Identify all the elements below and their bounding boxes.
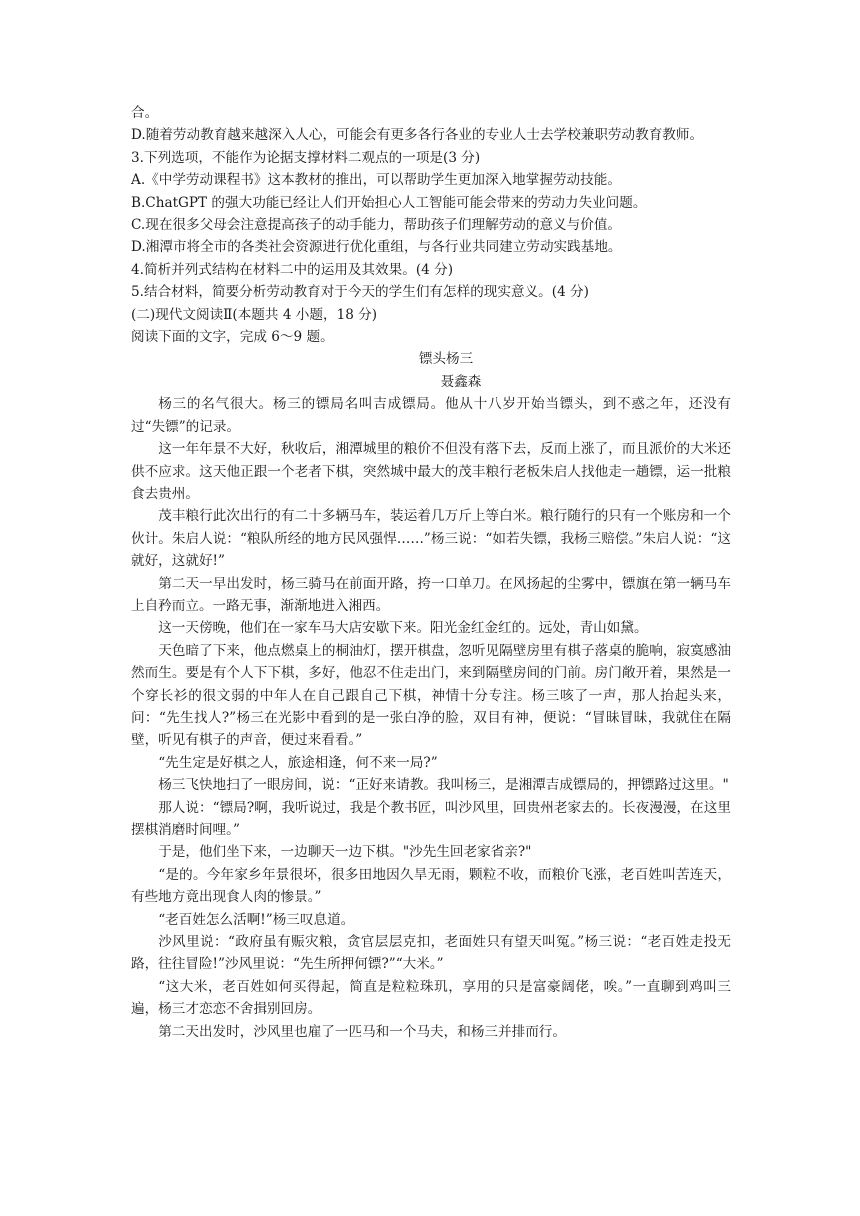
story-paragraph: 第二天一早出发时，杨三骑马在前面开路，挎一口单刀。在风扬起的尘雾中，镖旗在第一辆马车上自矜而立。一路无事，渐渐地进入湘西。 <box>131 575 731 614</box>
option-a: A.《中学劳动课程书》这本教材的推出，可以帮助学生更加深入地掌握劳动技能。 <box>131 172 621 189</box>
story-paragraph: 那人说：“镖局?啊，我听说过，我是个教书匠，叫沙风里，回贵州老家去的。长夜漫漫，在这里摆棋消磨时间哩。” <box>131 799 731 838</box>
question-5: 5.结合材料，简要分析劳动教育对于今天的学生们有怎样的现实意义。(4 分) <box>131 284 589 301</box>
text-line-fragment: 合。 <box>131 105 159 121</box>
option-d-line: D.随着劳动教育越来越深入人心，可能会有更多各行各业的专业人士去学校兼职劳动教育教师。 <box>131 127 704 144</box>
story-paragraph: 杨三的名气很大。杨三的镖局名叫吉成镖局。他从十八岁开始当镖头，到不惑之年，还没有过“失镖”的记录。 <box>131 396 731 435</box>
story-paragraph: 沙风里说：“政府虽有赈灾粮，贪官层层克扣，老面姓只有望天叫冤。”杨三说：“老百姓走投无路，往往冒险!”沙风里说：“先生所押何镖?”“大米。” <box>131 934 731 973</box>
story-paragraph: 于是，他们坐下来，一边聊天一边下棋。"沙先生回老家省亲?" <box>158 844 532 861</box>
story-paragraph: 茂丰粮行此次出行的有二十多辆马车，装运着几万斤上等白米。粮行随行的只有一个账房和一个伙计。朱启人说：“粮队所经的地方民风强悍……”杨三说：“如若失镖，我杨三赔偿。”朱启人说：“这就好，这就好!” <box>131 508 731 570</box>
story-paragraph: “是的。今年家乡年景很坏，很多田地因久旱无雨，颗粒不收，而粮价飞涨，老百姓叫苦连天，有些地方竟出现食人肉的惨景。” <box>131 866 731 906</box>
story-paragraph: 这一年年景不大好，秋收后，湘潭城里的粮价不但没有落下去，反而上涨了，而且派价的大米还供不应求。这天他正跟一个老者下棋，突然城中最大的茂丰粮行老板朱启人找他走一趟镖，运一批粮食去贵州。 <box>131 441 731 502</box>
option-c: C.现在很多父母会注意提高孩子的动手能力，帮助孩子们理解劳动的意义与价值。 <box>131 217 622 234</box>
story-paragraph: 天色暗了下来，他点燃桌上的桐油灯，摆开棋盘，忽听见隔壁房里有棋子落桌的脆响，寂寞感油然而生。要是有个人下下棋，多好，他忍不住走出门，来到隔壁房间的门前。房门敞开着，果然是一个穿长衫的很文弱的中年人在自己跟自己下棋，神情十分专注。杨三咳了一声，那人抬起头来，问：“先生找人?”杨三在光影中看到的是一张白净的脸，双目有神，便说：“冒昧冒昧，我就住在隔壁，听见有棋子的声音，便过来看看。” <box>131 642 731 749</box>
story-paragraph: “老百姓怎么活啊!”杨三叹息道。 <box>158 911 355 928</box>
question-3: 3.下列选项，不能作为论据支撑材料二观点的一项是(3 分) <box>131 149 481 166</box>
story-paragraph: “先生定是好棋之人，旅途相逢，何不来一局?” <box>158 754 438 771</box>
story-paragraph: 这一天傍晚，他们在一家车马大店安歇下来。阳光金红金红的。远处，青山如黛。 <box>158 620 648 637</box>
option-d: D.湘潭市将全市的各类社会资源进行优化重组，与各行业共同建立劳动实践基地。 <box>131 239 622 256</box>
option-b: B.ChatGPT 的强大功能已经让人们开始担心人工智能可能会带来的劳动力失业问题。 <box>131 194 647 211</box>
question-4: 4.简析并列式结构在材料二中的运用及其效果。(4 分) <box>131 261 454 278</box>
document-page <box>131 102 731 1043</box>
reading-instruction: 阅读下面的文字，完成 6～9 题。 <box>131 329 334 346</box>
story-paragraph: 第二天出发时，沙风里也雇了一匹马和一个马夫，和杨三并排而行。 <box>158 1023 566 1040</box>
story-title: 镖头杨三 <box>418 351 474 368</box>
section-heading: (二)现代文阅读Ⅱ(本题共 4 小题，18 分) <box>131 306 378 323</box>
story-author: 聂鑫森 <box>440 373 482 390</box>
story-paragraph: 杨三飞快地扫了一眼房间，说：“正好来请教。我叫杨三，是湘潭吉成镖局的，押镖路过这里。" <box>158 777 729 794</box>
story-paragraph: “这大米，老百姓如何买得起，简直是粒粒珠玑，享用的只是富豪阔佬，唉。”一直聊到鸡叫三遍，杨三才恋恋不舍揖别回房。 <box>131 978 731 1018</box>
